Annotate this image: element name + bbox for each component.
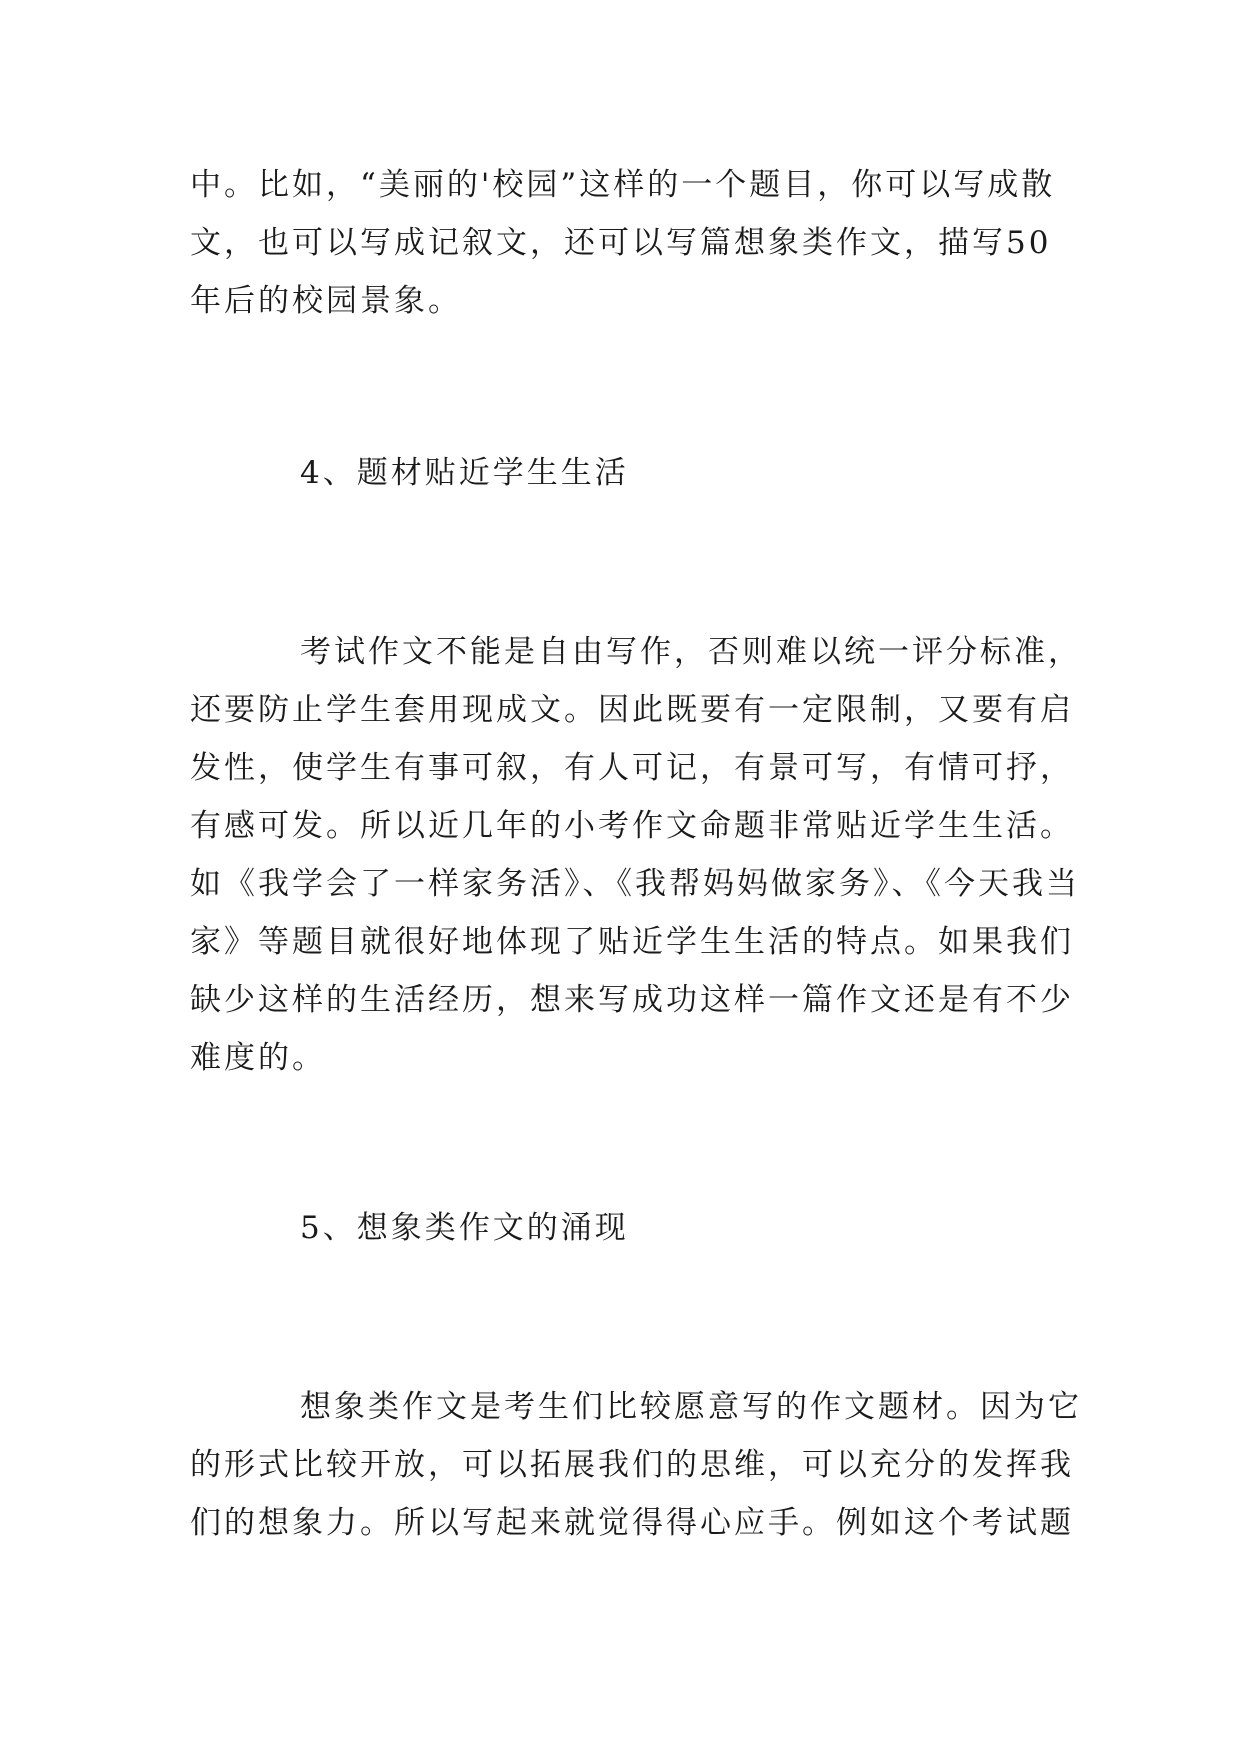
- paragraph-imaginative-writing: [190, 1378, 1082, 1552]
- section-heading-4: 4、题材贴近学生生活: [300, 455, 629, 491]
- paragraph-line: 难度的。: [190, 1040, 326, 1076]
- paragraph-line: 缺少这样的生活经历，想来写成功这样一篇作文还是有不少: [190, 982, 1074, 1018]
- paragraph-student-life: [190, 623, 1082, 1087]
- paragraph-line: 们的想象力。所以写起来就觉得得心应手。例如这个考试题: [190, 1505, 1074, 1541]
- paragraph-line: 家》等题目就很好地体现了贴近学生生活的特点。如果我们: [190, 924, 1074, 960]
- paragraph-line: 还要防止学生套用现成文。因此既要有一定限制，又要有启: [190, 692, 1074, 728]
- paragraph-line: 如《我学会了一样家务活》、《我帮妈妈做家务》、《今天我当: [190, 866, 1080, 902]
- paragraph-line: 中。比如，“美丽的'校园”这样的一个题目，你可以写成散: [190, 167, 1056, 203]
- paragraph-line: 文，也可以写成记叙文，还可以写篇想象类作文，描写50: [190, 225, 1052, 261]
- paragraph-line: 发性，使学生有事可叙，有人可记，有景可写，有情可抒，: [190, 750, 1074, 786]
- paragraph-line: 想象类作文是考生们比较愿意写的作文题材。因为它: [300, 1389, 1082, 1425]
- paragraph-line: 年后的校园景象。: [190, 283, 462, 319]
- paragraph-line: 的形式比较开放，可以拓展我们的思维，可以充分的发挥我: [190, 1447, 1074, 1483]
- paragraph-school-topic: [190, 156, 1056, 330]
- paragraph-line: 考试作文不能是自由写作，否则难以统一评分标准，: [300, 634, 1082, 670]
- paragraph-line: 有感可发。所以近几年的小考作文命题非常贴近学生生活。: [190, 808, 1074, 844]
- section-heading-5: 5、想象类作文的涌现: [300, 1210, 629, 1246]
